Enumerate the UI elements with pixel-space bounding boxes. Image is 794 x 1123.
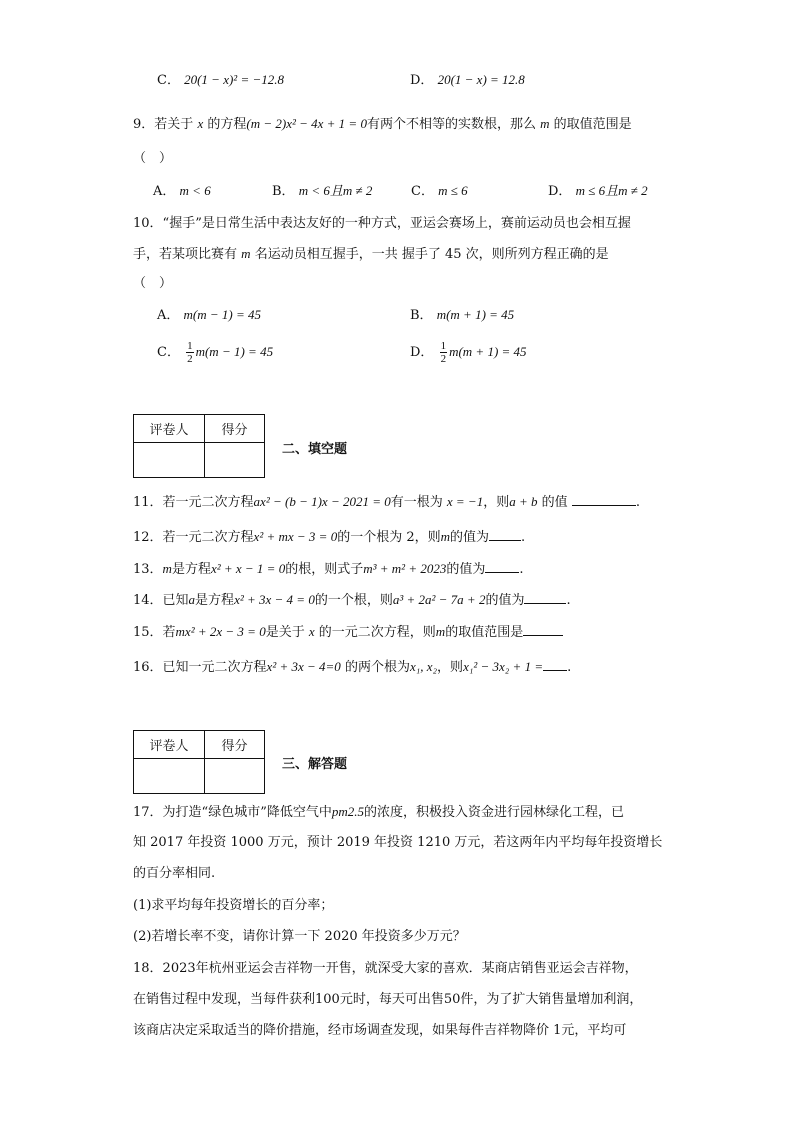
q10-option-d <box>410 340 527 365</box>
question-text: 的值为 <box>485 593 525 608</box>
period: . <box>519 562 524 577</box>
option-label: C． <box>157 345 180 360</box>
math-equation: x² + 3x − 4 = 0 <box>234 592 315 607</box>
option-label: D． <box>548 184 572 199</box>
period: . <box>521 530 526 545</box>
fraction-numerator: 1 <box>187 340 193 352</box>
question-16 <box>133 658 571 677</box>
q9-option-a <box>153 182 211 201</box>
question-text: ，则 <box>483 495 510 510</box>
option-label: D． <box>410 73 434 88</box>
question-17-sub2: (2)若增长率不变，请你计算一下 2020 年投资多少万元？ <box>133 929 466 944</box>
score-table-score-cell[interactable] <box>205 759 265 794</box>
option-expression: m(m − 1) = 45 <box>195 344 274 359</box>
question-text: 的两个根为 <box>340 660 410 675</box>
question-text: 有两个不相等的实数根，那么 <box>366 117 536 132</box>
question-10-paren: （ ） <box>133 276 173 291</box>
option-label: B． <box>272 184 295 199</box>
q10-option-c <box>157 340 273 365</box>
question-18-line2: 在销售过程中发现，当每件获利100元时，每天可出售50件，为了扩大销售量增加利润， <box>133 992 643 1007</box>
question-13 <box>133 560 524 579</box>
question-12 <box>133 528 525 547</box>
question-10-line1: 10．“握手”是日常生活中表达友好的一种方式，亚运会赛场上，赛前运动员也会相互握 <box>133 216 631 231</box>
option-expression: m < 6且m ≠ 2 <box>298 183 373 198</box>
score-table-grader-header: 评卷人 <box>134 415 205 443</box>
option-label: A． <box>157 308 180 323</box>
q9-option-c <box>411 182 468 201</box>
math-var: m <box>435 624 446 639</box>
question-14 <box>133 591 571 610</box>
math-equation: x² + mx − 3 = 0 <box>253 529 338 544</box>
question-text: 17．为打造“绿色城市”降低空气中 <box>133 805 332 820</box>
question-18-line1: 18．2023年杭州亚运会吉祥物一开售，就深受大家的喜欢．某商店销售亚运会吉祥物， <box>133 961 638 976</box>
option-expression: m ≤ 6且m ≠ 2 <box>575 183 648 198</box>
math-equation: mx² + 2x − 3 = 0 <box>175 624 266 639</box>
question-text: 的值为 <box>450 530 490 545</box>
question-text: 是方程 <box>195 593 235 608</box>
math-var: x = −1 <box>446 494 484 509</box>
math-var: m <box>540 116 550 131</box>
option-expression: m(m + 1) = 45 <box>436 307 515 322</box>
question-text: 手，若某项比赛有 <box>133 247 238 262</box>
option-label: D． <box>410 345 434 360</box>
math-expr: a³ + 2a² − 7a + 2 <box>392 592 486 607</box>
math-var: a <box>188 592 196 607</box>
math-expr: x₁² − 3x₂ + 1 = <box>463 659 544 674</box>
math-var: x₁, x₂ <box>409 659 438 674</box>
option-expression: 20(1 − x) = 12.8 <box>437 72 525 87</box>
question-15 <box>133 623 563 642</box>
question-text: ，则 <box>437 660 464 675</box>
math-var: x <box>308 624 315 639</box>
question-text: 11．若一元二次方程 <box>133 495 254 510</box>
question-text: 名运动员相互握手，一共 握手了 45 次，则所列方程正确的是 <box>254 247 609 262</box>
score-table-3 <box>133 730 265 794</box>
option-label: C． <box>411 184 434 199</box>
question-text: 的值 <box>541 495 568 510</box>
question-10-line2 <box>133 245 609 264</box>
fraction <box>440 340 448 365</box>
question-text: 12．若一元二次方程 <box>133 530 254 545</box>
question-17-line2: 知 2017 年投资 1000 万元，预计 2019 年投资 1210 万元，若这两年内平均每年投资增长 <box>133 835 663 850</box>
math-expr: a + b <box>509 494 538 509</box>
score-table-grader-cell[interactable] <box>134 443 205 478</box>
answer-blank[interactable] <box>489 528 521 541</box>
option-label: B． <box>410 308 433 323</box>
fraction-numerator: 1 <box>440 340 447 352</box>
math-var: m <box>440 529 450 544</box>
option-expression: m < 6 <box>179 183 211 198</box>
math-var: x <box>197 116 204 131</box>
q8-option-d <box>410 71 525 90</box>
answer-blank[interactable] <box>524 591 566 604</box>
score-table-score-header: 得分 <box>205 731 265 759</box>
q10-option-a <box>157 306 261 325</box>
q9-option-d <box>548 182 648 201</box>
option-label: C． <box>157 73 180 88</box>
question-17-line3: 的百分率相同. <box>133 866 216 881</box>
question-text: 的一个根为 2，则 <box>337 530 441 545</box>
math-equation: x² + 3x − 4=0 <box>266 659 341 674</box>
question-text: 的取值范围是 <box>445 625 524 640</box>
q9-option-b <box>272 182 372 201</box>
fraction-denominator: 2 <box>187 353 193 365</box>
period: . <box>567 660 572 675</box>
period: . <box>635 495 640 510</box>
option-expression: m ≤ 6 <box>438 183 468 198</box>
section-3-title: 三、解答题 <box>282 757 348 772</box>
option-expression: 20(1 − x)² = −12.8 <box>184 72 284 87</box>
math-equation: (m − 2)x² − 4x + 1 = 0 <box>246 116 367 131</box>
question-text: 有一根为 <box>390 495 443 510</box>
score-table-score-header: 得分 <box>205 415 265 443</box>
fraction-denominator: 2 <box>440 353 447 365</box>
question-text: 16．已知一元二次方程 <box>133 660 267 675</box>
question-text: 的一元二次方程，则 <box>318 625 436 640</box>
question-text: 的值为 <box>446 562 486 577</box>
math-equation: ax² − (b − 1)x − 2021 = 0 <box>253 494 391 509</box>
option-expression: m(m − 1) = 45 <box>183 307 262 322</box>
question-number: 9． <box>133 117 155 132</box>
question-text: 13． <box>133 562 163 577</box>
question-text: 的一个根，则 <box>314 593 393 608</box>
option-label: A． <box>153 184 176 199</box>
score-table-grader-header: 评卷人 <box>134 731 205 759</box>
q8-option-c <box>157 71 284 90</box>
question-text: 的浓度，积极投入资金进行园林绿化工程，已 <box>363 805 624 820</box>
question-17-sub1: (1)求平均每年投资增长的百分率； <box>133 898 334 913</box>
question-text: 若关于 <box>154 117 194 132</box>
math-expr: m³ + m² + 2023 <box>363 561 447 576</box>
question-text: 15．若 <box>133 625 176 640</box>
math-var: pm2.5 <box>331 804 364 819</box>
fraction <box>186 340 194 365</box>
question-17-line1 <box>133 803 624 822</box>
question-text: 是关于 <box>265 625 305 640</box>
answer-blank[interactable] <box>572 493 636 506</box>
question-text: 的根，则式子 <box>285 562 364 577</box>
question-11 <box>133 493 640 512</box>
q10-option-b <box>410 306 514 325</box>
question-9-stem <box>133 115 632 134</box>
score-table-grader-cell[interactable] <box>134 759 205 794</box>
score-table-2 <box>133 414 265 478</box>
answer-blank[interactable] <box>485 560 519 573</box>
section-2-title: 二、填空题 <box>282 442 348 457</box>
math-var: m <box>241 246 251 261</box>
period: . <box>566 593 571 608</box>
question-text: 的方程 <box>207 117 247 132</box>
question-9-paren: （ ） <box>133 151 173 166</box>
question-text: 的取值范围是 <box>553 117 632 132</box>
math-equation: x² + x − 1 = 0 <box>210 561 286 576</box>
question-text: 是方程 <box>171 562 211 577</box>
answer-blank[interactable] <box>543 658 567 671</box>
question-text: 14．已知 <box>133 593 189 608</box>
option-expression: m(m + 1) = 45 <box>449 344 527 359</box>
score-table-score-cell[interactable] <box>205 443 265 478</box>
question-18-line3: 该商店决定采取适当的降价措施，经市场调查发现，如果每件吉祥物降价 1元，平均可 <box>133 1023 627 1038</box>
math-var: m <box>162 561 172 576</box>
answer-blank[interactable] <box>523 623 563 636</box>
